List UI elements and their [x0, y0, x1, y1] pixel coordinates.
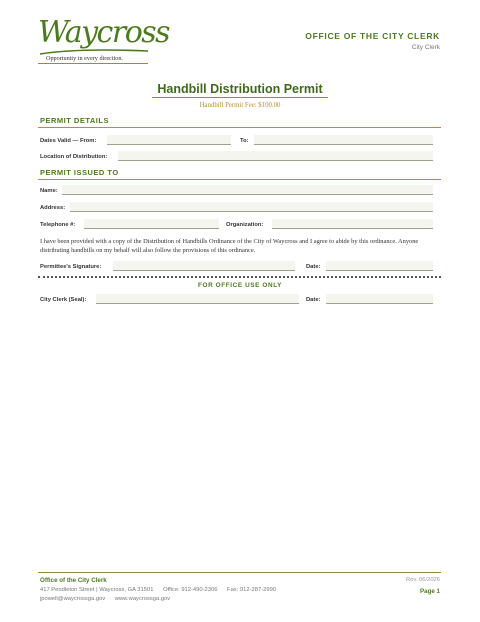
city-logo: [38, 15, 170, 68]
permit-fee: Handbill Permit Fee: $100.00: [199, 102, 281, 109]
section-divider: [38, 179, 441, 180]
footer-address: 417 Pendleton Street | Waycross, GA 31501: [40, 587, 154, 593]
logo-tagline: Opportunity in every direction.: [46, 55, 123, 62]
address-label: Address:: [40, 205, 66, 211]
location-field[interactable]: [118, 151, 433, 161]
office-use-heading: FOR OFFICE USE ONLY: [198, 282, 282, 289]
office-date-label: Date:: [306, 297, 321, 303]
footer-office-phone: Office: 912-490-2306: [163, 587, 218, 593]
signature-date-field[interactable]: [326, 261, 433, 271]
agreement-text: I have been provided with a copy of the Distribution of Handbills Ordinance of the City of Waycross and I agree to abide by this ordinance. Anyone distributing handbills on my behalf will also follow the provisions of this ordinance.: [40, 238, 419, 254]
clerk-seal-label: City Clerk (Seal):: [40, 297, 87, 303]
signature-label: Permittee's Signature:: [40, 264, 102, 270]
office-date-field[interactable]: [326, 294, 433, 304]
footer-page-number: Page 1: [420, 588, 440, 595]
telephone-field[interactable]: [84, 219, 219, 229]
section-heading-permit-details: PERMIT DETAILS: [40, 116, 109, 125]
dates-to-field[interactable]: [254, 135, 433, 145]
location-label: Location of Distribution:: [40, 154, 108, 160]
footer-fax: Fax: 912-287-2990: [227, 587, 277, 593]
section-heading-issued-to: PERMIT ISSUED TO: [40, 168, 119, 177]
document-title: Handbill Distribution Permit: [157, 82, 323, 96]
footer-divider: [38, 572, 441, 573]
footer-office-name: Office of the City Clerk: [40, 577, 107, 584]
title-underline: [152, 97, 328, 98]
footer-contact-line: [40, 587, 284, 593]
dates-from-label: Dates Valid — From:: [40, 138, 97, 144]
logo-divider: [38, 63, 148, 64]
address-field[interactable]: [70, 202, 433, 212]
name-label: Name:: [40, 188, 58, 194]
clerk-seal-field[interactable]: [96, 294, 299, 304]
signature-date-label: Date:: [306, 264, 321, 270]
dates-to-label: To:: [240, 138, 249, 144]
organization-label: Organization:: [226, 222, 264, 228]
office-use-separator: [38, 276, 441, 278]
signature-field[interactable]: [113, 261, 295, 271]
organization-field[interactable]: [272, 219, 433, 229]
office-subtitle: City Clerk: [411, 44, 440, 51]
footer-web-line: [40, 596, 178, 602]
office-title: OFFICE OF THE CITY CLERK: [305, 31, 440, 41]
dates-from-field[interactable]: [107, 135, 231, 145]
section-divider: [38, 127, 441, 128]
telephone-label: Telephone #:: [40, 222, 76, 228]
logo-wordmark: Waycross: [38, 15, 170, 50]
footer-email-link[interactable]: jpowell@waycrossga.gov: [40, 596, 106, 602]
footer-website-link[interactable]: www.waycrossga.gov: [114, 596, 171, 602]
footer-revision: Rev. 06/2026: [405, 577, 440, 583]
name-field[interactable]: [62, 185, 433, 195]
